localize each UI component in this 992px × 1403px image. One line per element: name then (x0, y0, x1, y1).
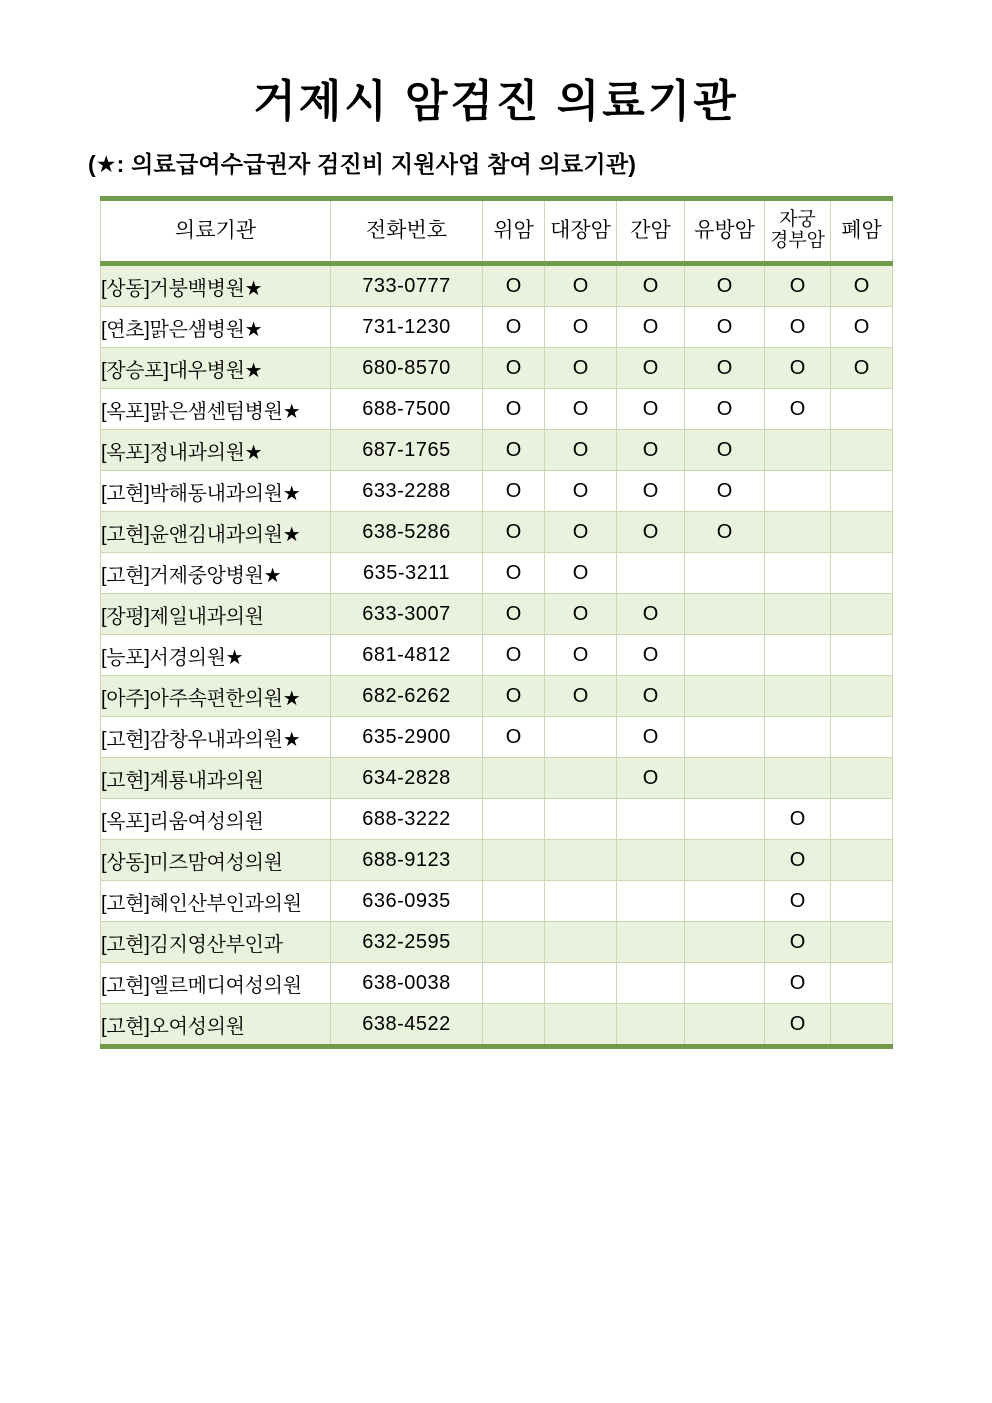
cell-lung-cancer-mark (831, 881, 893, 922)
cell-phone-number: 731-1230 (331, 307, 483, 348)
cell-institution-name: [고현]윤앤김내과의원★ (101, 512, 331, 553)
cell-cervical-cancer-mark (765, 717, 831, 758)
column-header-stomach-cancer: 위암 (483, 199, 545, 264)
cell-breast-cancer-mark (685, 594, 765, 635)
cell-institution-name: [장평]제일내과의원 (101, 594, 331, 635)
cell-cervical-cancer-mark (765, 676, 831, 717)
cell-phone-number: 682-6262 (331, 676, 483, 717)
cell-breast-cancer-mark (685, 1004, 765, 1047)
cell-breast-cancer-mark: O (685, 512, 765, 553)
cell-lung-cancer-mark (831, 1004, 893, 1047)
cell-institution-name: [아주]아주속편한의원★ (101, 676, 331, 717)
cell-cervical-cancer-mark (765, 430, 831, 471)
cell-cervical-cancer-mark (765, 758, 831, 799)
table-row (101, 676, 893, 717)
cell-liver-cancer-mark: O (617, 348, 685, 389)
cell-phone-number: 638-0038 (331, 963, 483, 1004)
cell-phone-number: 687-1765 (331, 430, 483, 471)
cell-stomach-cancer-mark (483, 963, 545, 1004)
table-row (101, 840, 893, 881)
table-row (101, 881, 893, 922)
cell-cervical-cancer-mark: O (765, 389, 831, 430)
table-row (101, 1004, 893, 1047)
cell-stomach-cancer-mark (483, 799, 545, 840)
cell-lung-cancer-mark: O (831, 264, 893, 307)
cell-phone-number: 636-0935 (331, 881, 483, 922)
cell-phone-number: 634-2828 (331, 758, 483, 799)
table-row (101, 758, 893, 799)
cell-liver-cancer-mark: O (617, 512, 685, 553)
column-header-liver-cancer: 간암 (617, 199, 685, 264)
cell-stomach-cancer-mark (483, 1004, 545, 1047)
cell-stomach-cancer-mark: O (483, 389, 545, 430)
cell-breast-cancer-mark: O (685, 307, 765, 348)
cell-breast-cancer-mark: O (685, 348, 765, 389)
cell-cervical-cancer-mark: O (765, 840, 831, 881)
cell-institution-name: [고현]거제중앙병원★ (101, 553, 331, 594)
cell-institution-name: [고현]혜인산부인과의원 (101, 881, 331, 922)
cell-colon-cancer-mark: O (545, 307, 617, 348)
cell-stomach-cancer-mark: O (483, 635, 545, 676)
cell-liver-cancer-mark: O (617, 430, 685, 471)
cell-lung-cancer-mark (831, 553, 893, 594)
cell-lung-cancer-mark: O (831, 348, 893, 389)
table-row (101, 635, 893, 676)
cell-cervical-cancer-mark: O (765, 922, 831, 963)
cell-stomach-cancer-mark: O (483, 717, 545, 758)
table-row (101, 963, 893, 1004)
column-header-cervical-cancer (765, 199, 831, 264)
cell-breast-cancer-mark (685, 676, 765, 717)
cell-stomach-cancer-mark: O (483, 430, 545, 471)
cell-colon-cancer-mark: O (545, 594, 617, 635)
cell-liver-cancer-mark: O (617, 676, 685, 717)
cell-colon-cancer-mark (545, 758, 617, 799)
cell-stomach-cancer-mark: O (483, 594, 545, 635)
cell-breast-cancer-mark (685, 717, 765, 758)
cell-breast-cancer-mark: O (685, 264, 765, 307)
column-header-colon-cancer: 대장암 (545, 199, 617, 264)
cell-cervical-cancer-mark (765, 635, 831, 676)
cell-stomach-cancer-mark (483, 840, 545, 881)
cell-stomach-cancer-mark: O (483, 553, 545, 594)
cell-institution-name: [고현]감창우내과의원★ (101, 717, 331, 758)
cell-breast-cancer-mark (685, 922, 765, 963)
cervical-header-line-2: 경부암 (769, 230, 826, 251)
cell-phone-number: 681-4812 (331, 635, 483, 676)
cell-phone-number: 688-3222 (331, 799, 483, 840)
cell-lung-cancer-mark (831, 635, 893, 676)
cell-liver-cancer-mark (617, 922, 685, 963)
cell-phone-number: 733-0777 (331, 264, 483, 307)
table-body (101, 264, 893, 1047)
cell-liver-cancer-mark (617, 1004, 685, 1047)
cell-liver-cancer-mark (617, 881, 685, 922)
cell-lung-cancer-mark (831, 840, 893, 881)
cell-cervical-cancer-mark (765, 512, 831, 553)
medical-institutions-table-wrapper (100, 196, 892, 1049)
cell-cervical-cancer-mark: O (765, 799, 831, 840)
cell-phone-number: 632-2595 (331, 922, 483, 963)
cell-lung-cancer-mark (831, 963, 893, 1004)
cell-colon-cancer-mark: O (545, 676, 617, 717)
cell-breast-cancer-mark: O (685, 430, 765, 471)
column-header-phone: 전화번호 (331, 199, 483, 264)
cell-liver-cancer-mark (617, 799, 685, 840)
cell-colon-cancer-mark (545, 840, 617, 881)
cell-liver-cancer-mark: O (617, 471, 685, 512)
cell-institution-name: [능포]서경의원★ (101, 635, 331, 676)
cell-lung-cancer-mark (831, 758, 893, 799)
cell-lung-cancer-mark (831, 389, 893, 430)
cell-stomach-cancer-mark: O (483, 264, 545, 307)
cell-colon-cancer-mark: O (545, 430, 617, 471)
cell-cervical-cancer-mark: O (765, 963, 831, 1004)
column-header-breast-cancer: 유방암 (685, 199, 765, 264)
cell-liver-cancer-mark: O (617, 307, 685, 348)
cell-institution-name: [고현]김지영산부인과 (101, 922, 331, 963)
table-row (101, 594, 893, 635)
cell-liver-cancer-mark (617, 840, 685, 881)
cell-lung-cancer-mark (831, 594, 893, 635)
cell-cervical-cancer-mark: O (765, 307, 831, 348)
cell-cervical-cancer-mark (765, 553, 831, 594)
cell-institution-name: [고현]오여성의원 (101, 1004, 331, 1047)
cell-cervical-cancer-mark: O (765, 1004, 831, 1047)
cell-liver-cancer-mark: O (617, 758, 685, 799)
table-row (101, 430, 893, 471)
cell-liver-cancer-mark: O (617, 594, 685, 635)
cell-liver-cancer-mark: O (617, 635, 685, 676)
cell-liver-cancer-mark: O (617, 264, 685, 307)
cell-institution-name: [옥포]정내과의원★ (101, 430, 331, 471)
cell-cervical-cancer-mark: O (765, 348, 831, 389)
cell-breast-cancer-mark (685, 881, 765, 922)
cell-cervical-cancer-mark (765, 471, 831, 512)
cell-stomach-cancer-mark: O (483, 471, 545, 512)
cell-lung-cancer-mark (831, 717, 893, 758)
cell-breast-cancer-mark (685, 553, 765, 594)
cell-cervical-cancer-mark: O (765, 264, 831, 307)
cell-institution-name: [장승포]대우병원★ (101, 348, 331, 389)
cell-breast-cancer-mark (685, 840, 765, 881)
cell-liver-cancer-mark: O (617, 717, 685, 758)
cervical-header-line-1: 자궁 (779, 209, 816, 231)
table-row (101, 553, 893, 594)
cell-stomach-cancer-mark: O (483, 512, 545, 553)
table-row (101, 307, 893, 348)
cell-lung-cancer-mark (831, 799, 893, 840)
table-header (101, 199, 893, 264)
cell-colon-cancer-mark (545, 881, 617, 922)
cell-breast-cancer-mark (685, 635, 765, 676)
cell-liver-cancer-mark (617, 553, 685, 594)
table-row (101, 264, 893, 307)
page-title: 거제시 암검진 의료기관 (253, 77, 739, 126)
cell-institution-name: [옥포]맑은샘센텀병원★ (101, 389, 331, 430)
cell-breast-cancer-mark: O (685, 389, 765, 430)
cell-phone-number: 688-7500 (331, 389, 483, 430)
cell-stomach-cancer-mark: O (483, 307, 545, 348)
cell-institution-name: [고현]계룡내과의원 (101, 758, 331, 799)
cell-phone-number: 688-9123 (331, 840, 483, 881)
cell-breast-cancer-mark (685, 758, 765, 799)
cell-cervical-cancer-mark (765, 594, 831, 635)
cell-colon-cancer-mark: O (545, 471, 617, 512)
table-row (101, 717, 893, 758)
cell-institution-name: [고현]엘르메디여성의원 (101, 963, 331, 1004)
cell-phone-number: 635-3211 (331, 553, 483, 594)
cell-colon-cancer-mark (545, 1004, 617, 1047)
cell-phone-number: 680-8570 (331, 348, 483, 389)
cell-phone-number: 633-2288 (331, 471, 483, 512)
cell-colon-cancer-mark: O (545, 635, 617, 676)
cell-institution-name: [옥포]리움여성의원 (101, 799, 331, 840)
cell-breast-cancer-mark: O (685, 471, 765, 512)
cell-liver-cancer-mark (617, 963, 685, 1004)
cell-lung-cancer-mark (831, 430, 893, 471)
cell-cervical-cancer-mark: O (765, 881, 831, 922)
cell-institution-name: [상동]거붕백병원★ (101, 264, 331, 307)
table-row (101, 348, 893, 389)
cell-lung-cancer-mark (831, 471, 893, 512)
cell-colon-cancer-mark: O (545, 389, 617, 430)
cell-colon-cancer-mark: O (545, 553, 617, 594)
cell-colon-cancer-mark (545, 963, 617, 1004)
cell-breast-cancer-mark (685, 799, 765, 840)
table-row (101, 799, 893, 840)
cell-stomach-cancer-mark (483, 881, 545, 922)
cell-lung-cancer-mark: O (831, 307, 893, 348)
cell-lung-cancer-mark (831, 512, 893, 553)
page-subtitle-legend: (★: 의료급여수급권자 검진비 지원사업 참여 의료기관) (88, 151, 637, 177)
cell-lung-cancer-mark (831, 676, 893, 717)
cell-institution-name: [상동]미즈맘여성의원 (101, 840, 331, 881)
cell-phone-number: 635-2900 (331, 717, 483, 758)
cell-colon-cancer-mark (545, 922, 617, 963)
cell-stomach-cancer-mark: O (483, 348, 545, 389)
medical-institutions-table (100, 196, 893, 1049)
cell-colon-cancer-mark (545, 717, 617, 758)
cell-stomach-cancer-mark: O (483, 676, 545, 717)
cell-colon-cancer-mark: O (545, 348, 617, 389)
cell-lung-cancer-mark (831, 922, 893, 963)
cell-stomach-cancer-mark (483, 758, 545, 799)
table-row (101, 389, 893, 430)
column-header-institution: 의료기관 (101, 199, 331, 264)
cell-stomach-cancer-mark (483, 922, 545, 963)
table-row (101, 471, 893, 512)
cell-phone-number: 633-3007 (331, 594, 483, 635)
cell-institution-name: [연초]맑은샘병원★ (101, 307, 331, 348)
cell-phone-number: 638-5286 (331, 512, 483, 553)
cell-colon-cancer-mark: O (545, 512, 617, 553)
table-row (101, 922, 893, 963)
cell-colon-cancer-mark (545, 799, 617, 840)
cell-breast-cancer-mark (685, 963, 765, 1004)
cell-colon-cancer-mark: O (545, 264, 617, 307)
cell-liver-cancer-mark: O (617, 389, 685, 430)
column-header-lung-cancer: 폐암 (831, 199, 893, 264)
cell-institution-name: [고현]박해동내과의원★ (101, 471, 331, 512)
table-row (101, 512, 893, 553)
cell-phone-number: 638-4522 (331, 1004, 483, 1047)
